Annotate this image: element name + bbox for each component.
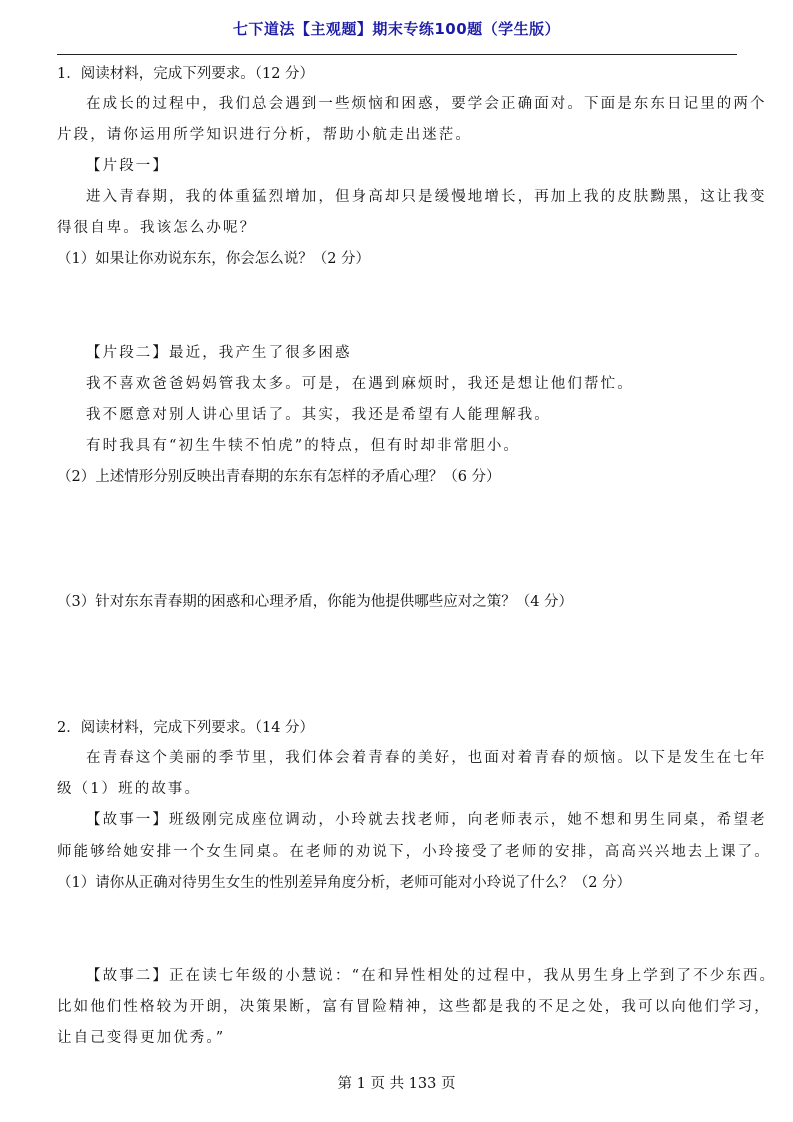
q2-story1-line-2: 师能够给她安排一个女生同桌。在老师的劝说下，小玲接受了老师的安排，高高兴兴地去上课了。: [57, 844, 771, 860]
q1-fragment2-line-2: 我不愿意对别人讲心里话了。其实，我还是希望有人能理解我。: [86, 407, 551, 423]
page-number-footer: 第 1 页 共 133 页: [337, 1076, 456, 1092]
q1-fragment1-label: 【片段一】: [86, 158, 169, 174]
q1-intro-line-1: 在成长的过程中，我们总会遇到一些烦恼和困惑，要学会正确面对。下面是东东日记里的两个: [86, 96, 767, 112]
q1-fragment2-label: 【片段二】最近，我产生了很多困惑: [86, 345, 352, 361]
q1-fragment1-line-1: 进入青春期，我的体重猛烈增加，但身高却只是缓慢地增长，再加上我的皮肤黝黑，这让我变: [86, 189, 767, 205]
q1-title: 1．阅读材料，完成下列要求。（12 分）: [57, 66, 315, 82]
page-header-title: 七下道法【主观题】期末专练100题（学生版）: [232, 20, 561, 38]
q2-title: 2．阅读材料，完成下列要求。（14 分）: [57, 720, 315, 736]
q2-story2-line-3: 让自己变得更加优秀。”: [57, 1030, 226, 1046]
header-divider: [57, 54, 737, 55]
q2-intro-line-1: 在青春这个美丽的季节里，我们体会着青春的美好，也面对着青春的烦恼。以下是发生在七年: [86, 750, 767, 766]
q2-story2-line-2: 比如他们性格较为开朗，决策果断，富有冒险精神，这些都是我的不足之处，我可以向他们学习，: [57, 999, 771, 1015]
q1-fragment2-line-1: 我不喜欢爸爸妈妈管我太多。可是，在遇到麻烦时，我还是想让他们帮忙。: [86, 376, 634, 392]
q1-sub-question-2: （2）上述情形分别反映出青春期的东东有怎样的矛盾心理？（6 分）: [57, 469, 501, 485]
q1-sub-question-3: （3）针对东东青春期的困惑和心理矛盾，你能为他提供哪些应对之策？（4 分）: [57, 594, 574, 610]
q1-sub-question-1: （1）如果让你劝说东东，你会怎么说？（2 分）: [57, 251, 371, 267]
q1-intro-line-2: 片段，请你运用所学知识进行分析，帮助小航走出迷茫。: [57, 127, 472, 143]
q2-story1-line-1: 【故事一】班级刚完成座位调动，小玲就去找老师，向老师表示，她不想和男生同桌，希望老: [86, 812, 767, 828]
q2-story2-line-1: 【故事二】正在读七年级的小慧说：“在和异性相处的过程中，我从男生身上学到了不少东西。: [86, 968, 777, 984]
q2-sub-question-1: （1）请你从正确对待男生女生的性别差异角度分析，老师可能对小玲说了什么？（2 分）: [57, 875, 632, 891]
q2-intro-line-2: 级（1）班的故事。: [57, 781, 202, 797]
q1-fragment2-line-3: 有时我具有“初生牛犊不怕虎”的特点，但有时却非常胆小。: [86, 438, 521, 454]
q1-fragment1-line-2: 得很自卑。我该怎么办呢？: [57, 220, 257, 236]
